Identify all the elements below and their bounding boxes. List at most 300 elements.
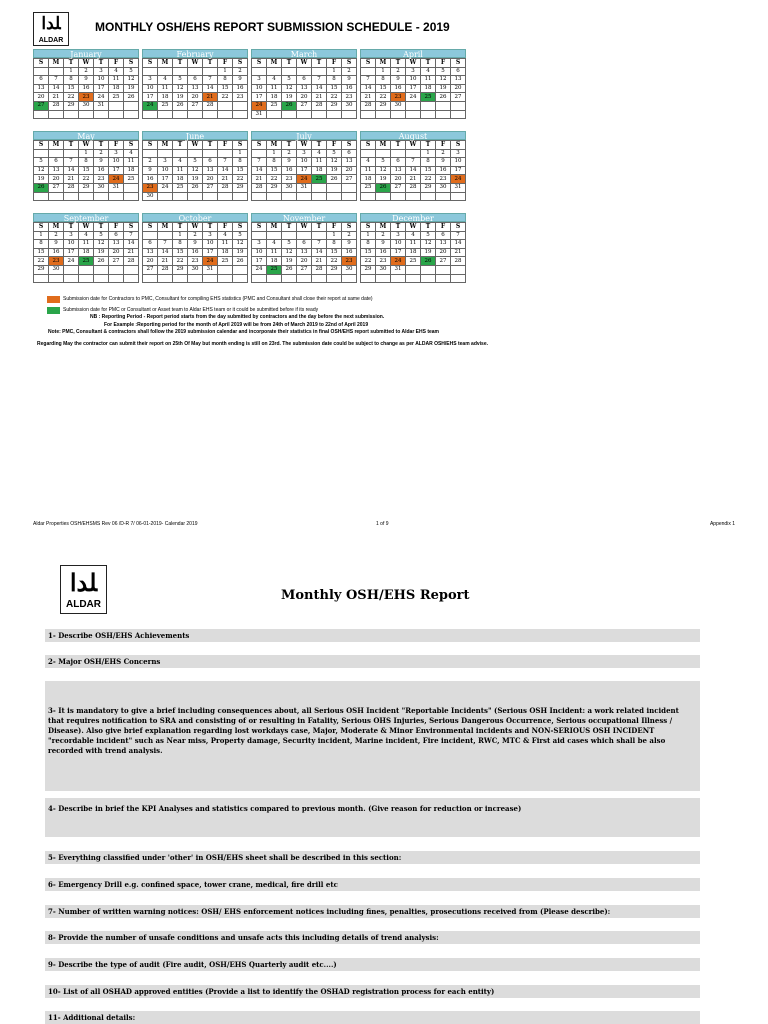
day-cell: 21 (312, 257, 327, 266)
day-cell (376, 110, 391, 119)
weekday-header: S (451, 223, 466, 232)
day-cell: 24 (109, 175, 124, 184)
day-cell: 22 (421, 175, 436, 184)
day-cell: 30 (342, 265, 357, 274)
day-cell: 1 (421, 149, 436, 158)
day-cell (376, 274, 391, 283)
day-cell: 15 (421, 166, 436, 175)
day-cell (312, 274, 327, 283)
day-cell (252, 274, 267, 283)
day-cell (406, 101, 421, 110)
day-cell: 26 (421, 257, 436, 266)
month-name: January (33, 49, 139, 58)
day-cell (451, 110, 466, 119)
day-cell (421, 101, 436, 110)
day-cell: 26 (173, 101, 188, 110)
day-cell: 19 (436, 84, 451, 93)
day-cell (173, 274, 188, 283)
day-cell: 25 (124, 175, 139, 184)
day-cell (252, 149, 267, 158)
day-cell: 9 (391, 76, 406, 85)
day-cell (312, 110, 327, 119)
day-cell (49, 67, 64, 76)
day-cell (218, 110, 233, 119)
weekday-header: F (218, 223, 233, 232)
day-cell: 30 (436, 183, 451, 192)
month-calendar (360, 213, 466, 283)
weekday-header: T (312, 59, 327, 68)
day-cell (64, 192, 79, 201)
weekday-header: S (124, 223, 139, 232)
day-cell: 22 (327, 93, 342, 102)
day-cell (252, 67, 267, 76)
day-cell: 14 (312, 84, 327, 93)
section-6: 6- Emergency Drill e.g. confined space, tower crane, medical, fire drill etc (45, 878, 700, 891)
day-cell (218, 192, 233, 201)
month-table (142, 140, 248, 201)
weekday-header: T (94, 223, 109, 232)
day-cell: 10 (406, 76, 421, 85)
day-cell: 3 (143, 76, 158, 85)
day-cell (282, 67, 297, 76)
day-cell (158, 192, 173, 201)
day-cell: 19 (282, 257, 297, 266)
day-cell (436, 192, 451, 201)
day-cell: 12 (327, 158, 342, 167)
weekday-header: S (143, 59, 158, 68)
day-cell: 16 (233, 84, 248, 93)
day-cell: 25 (312, 175, 327, 184)
day-cell: 1 (327, 231, 342, 240)
weekday-header: T (391, 59, 406, 68)
day-cell (158, 231, 173, 240)
day-cell: 3 (406, 67, 421, 76)
day-cell: 1 (267, 149, 282, 158)
day-cell: 2 (436, 149, 451, 158)
day-cell (406, 265, 421, 274)
day-cell: 9 (376, 240, 391, 249)
day-cell: 11 (218, 240, 233, 249)
weekday-header: S (361, 59, 376, 68)
day-cell: 17 (297, 166, 312, 175)
day-cell (267, 110, 282, 119)
day-cell (312, 192, 327, 201)
weekday-header: T (391, 141, 406, 150)
day-cell: 1 (327, 67, 342, 76)
day-cell (79, 274, 94, 283)
day-cell: 25 (361, 183, 376, 192)
weekday-header: M (376, 141, 391, 150)
day-cell (34, 67, 49, 76)
weekday-header: T (282, 59, 297, 68)
day-cell: 14 (361, 84, 376, 93)
weekday-header: T (203, 141, 218, 150)
day-cell: 4 (218, 231, 233, 240)
month-name: September (33, 213, 139, 222)
day-cell: 10 (109, 158, 124, 167)
day-cell (406, 110, 421, 119)
day-cell (64, 274, 79, 283)
month-calendar (142, 213, 248, 283)
day-cell: 15 (64, 84, 79, 93)
weekday-header: S (143, 141, 158, 150)
day-cell (143, 231, 158, 240)
day-cell: 11 (158, 84, 173, 93)
weekday-header: F (436, 59, 451, 68)
day-cell: 29 (327, 101, 342, 110)
day-cell: 6 (451, 67, 466, 76)
day-cell: 18 (158, 93, 173, 102)
day-cell: 17 (391, 248, 406, 257)
day-cell: 18 (421, 84, 436, 93)
day-cell: 8 (376, 76, 391, 85)
day-cell (173, 192, 188, 201)
day-cell: 27 (34, 101, 49, 110)
day-cell (451, 192, 466, 201)
weekday-header: S (233, 223, 248, 232)
day-cell (297, 274, 312, 283)
weekday-header: W (79, 59, 94, 68)
day-cell: 22 (173, 257, 188, 266)
logo-word: ALDAR (66, 599, 101, 610)
aldar-logo (33, 12, 69, 46)
day-cell: 15 (79, 166, 94, 175)
month-calendar (251, 213, 357, 283)
day-cell: 1 (173, 231, 188, 240)
section-9: 9- Describe the type of audit (Fire audit, OSH/EHS Quarterly audit etc....) (45, 958, 700, 971)
day-cell: 4 (109, 67, 124, 76)
section-7: 7- Number of written warning notices: OSH/ EHS enforcement notices including fines, penalties, prosecutions received from (Please describe): (45, 905, 700, 918)
day-cell: 30 (376, 265, 391, 274)
day-cell: 5 (282, 76, 297, 85)
weekday-header: W (79, 223, 94, 232)
day-cell: 25 (173, 183, 188, 192)
logo-word: ALDAR (38, 37, 64, 44)
day-cell: 19 (34, 175, 49, 184)
day-cell (342, 183, 357, 192)
day-cell (376, 149, 391, 158)
day-cell: 25 (158, 101, 173, 110)
day-cell (421, 274, 436, 283)
day-cell: 3 (94, 67, 109, 76)
day-cell: 16 (282, 166, 297, 175)
day-cell: 23 (233, 93, 248, 102)
month-calendar (33, 131, 139, 201)
day-cell: 22 (267, 175, 282, 184)
section-8: 8- Provide the number of unsafe conditions and unsafe acts this including details of trend analysis: (45, 931, 700, 944)
day-cell: 23 (436, 175, 451, 184)
day-cell: 20 (451, 84, 466, 93)
day-cell: 5 (327, 149, 342, 158)
day-cell: 18 (173, 175, 188, 184)
day-cell: 13 (203, 166, 218, 175)
day-cell: 19 (327, 166, 342, 175)
day-cell (312, 67, 327, 76)
day-cell (124, 110, 139, 119)
weekday-header: T (64, 223, 79, 232)
day-cell: 14 (64, 166, 79, 175)
day-cell: 17 (109, 166, 124, 175)
day-cell: 20 (297, 93, 312, 102)
day-cell (203, 149, 218, 158)
day-cell: 12 (94, 240, 109, 249)
day-cell (451, 265, 466, 274)
day-cell (143, 149, 158, 158)
day-cell: 27 (451, 93, 466, 102)
day-cell: 20 (391, 175, 406, 184)
day-cell: 20 (109, 248, 124, 257)
weekday-header: S (143, 223, 158, 232)
day-cell: 18 (361, 175, 376, 184)
day-cell (109, 192, 124, 201)
day-cell: 24 (143, 101, 158, 110)
nb-note: NB : Reporting Period - Report period starts from the day submitted by contractors and the day before the next submission. (90, 314, 385, 320)
weekday-header: F (218, 59, 233, 68)
may-note: Regarding May the contractor can submit their report on 25th Of May but month ending is still on 23rd. The submission date could be subject to change as per ALDAR OSH/EHS team advise. (37, 340, 488, 347)
day-cell: 14 (124, 240, 139, 249)
day-cell: 1 (218, 67, 233, 76)
day-cell: 13 (342, 158, 357, 167)
day-cell (158, 274, 173, 283)
day-cell: 21 (203, 93, 218, 102)
weekday-header: M (267, 223, 282, 232)
weekday-header: F (327, 59, 342, 68)
weekday-header: S (252, 223, 267, 232)
day-cell: 25 (267, 101, 282, 110)
day-cell: 3 (109, 149, 124, 158)
day-cell: 2 (376, 231, 391, 240)
day-cell: 2 (94, 149, 109, 158)
day-cell (64, 265, 79, 274)
day-cell: 29 (421, 183, 436, 192)
day-cell (233, 101, 248, 110)
day-cell: 23 (342, 257, 357, 266)
day-cell: 2 (188, 231, 203, 240)
day-cell (361, 274, 376, 283)
day-cell: 27 (143, 265, 158, 274)
day-cell: 29 (34, 265, 49, 274)
day-cell: 30 (282, 183, 297, 192)
day-cell: 12 (124, 76, 139, 85)
day-cell (267, 274, 282, 283)
weekday-header: T (173, 59, 188, 68)
weekday-header: M (267, 59, 282, 68)
weekday-header: W (188, 59, 203, 68)
weekday-header: M (158, 141, 173, 150)
day-cell: 9 (342, 76, 357, 85)
day-cell: 8 (267, 158, 282, 167)
day-cell: 10 (203, 240, 218, 249)
day-cell: 18 (267, 257, 282, 266)
month-calendar (142, 49, 248, 119)
day-cell: 22 (79, 175, 94, 184)
day-cell: 21 (218, 175, 233, 184)
day-cell: 4 (361, 158, 376, 167)
weekday-header: W (297, 141, 312, 150)
footer-left: Aldar Properties OSH/EHSMS Rev 06 /D-R 7/ 06-01-2019- Calendar 2019 (33, 521, 198, 527)
month-table (251, 140, 357, 201)
day-cell: 12 (282, 84, 297, 93)
day-cell: 20 (203, 175, 218, 184)
month-calendar (33, 213, 139, 283)
weekday-header: T (391, 223, 406, 232)
day-cell: 10 (297, 158, 312, 167)
weekday-header: S (124, 141, 139, 150)
day-cell (406, 149, 421, 158)
day-cell: 23 (49, 257, 64, 266)
day-cell: 17 (94, 84, 109, 93)
day-cell: 25 (218, 257, 233, 266)
legend (37, 296, 567, 348)
day-cell: 7 (361, 76, 376, 85)
day-cell: 28 (203, 101, 218, 110)
day-cell: 7 (49, 76, 64, 85)
day-cell: 3 (203, 231, 218, 240)
day-cell: 27 (109, 257, 124, 266)
day-cell: 30 (391, 101, 406, 110)
day-cell: 27 (297, 265, 312, 274)
day-cell (158, 149, 173, 158)
day-cell: 20 (188, 93, 203, 102)
weekday-header: S (34, 223, 49, 232)
day-cell: 24 (64, 257, 79, 266)
day-cell: 16 (342, 84, 357, 93)
weekday-header: M (376, 223, 391, 232)
weekday-header: S (233, 141, 248, 150)
day-cell: 13 (34, 84, 49, 93)
day-cell: 31 (94, 101, 109, 110)
day-cell: 14 (252, 166, 267, 175)
section-4: 4- Describe in brief the KPI Analyses and statistics compared to previous month. (Give reason for reduction or increase) (45, 798, 700, 837)
month-calendar (33, 49, 139, 119)
day-cell: 28 (158, 265, 173, 274)
weekday-header: F (327, 141, 342, 150)
day-cell: 31 (451, 183, 466, 192)
month-table (251, 58, 357, 119)
day-cell: 6 (297, 76, 312, 85)
day-cell: 5 (282, 240, 297, 249)
day-cell: 25 (406, 257, 421, 266)
day-cell: 19 (94, 248, 109, 257)
day-cell: 6 (203, 158, 218, 167)
month-name: June (142, 131, 248, 140)
day-cell: 16 (49, 248, 64, 257)
day-cell (158, 110, 173, 119)
day-cell: 1 (79, 149, 94, 158)
day-cell: 9 (436, 158, 451, 167)
day-cell: 30 (143, 192, 158, 201)
day-cell: 11 (406, 240, 421, 249)
day-cell: 3 (252, 76, 267, 85)
day-cell: 9 (342, 240, 357, 249)
day-cell: 14 (203, 84, 218, 93)
day-cell: 28 (312, 265, 327, 274)
day-cell: 7 (218, 158, 233, 167)
day-cell (421, 192, 436, 201)
weekday-header: S (451, 59, 466, 68)
day-cell (49, 192, 64, 201)
day-cell: 19 (282, 93, 297, 102)
day-cell (188, 274, 203, 283)
day-cell: 19 (188, 175, 203, 184)
day-cell: 27 (436, 257, 451, 266)
day-cell: 15 (218, 84, 233, 93)
day-cell: 2 (143, 158, 158, 167)
logo-mark: ﻠﺪا (41, 14, 61, 34)
day-cell (218, 101, 233, 110)
day-cell (124, 265, 139, 274)
day-cell: 6 (188, 76, 203, 85)
legend-green-text: Submission date for PMC or Consultant or Asset team to Aldar EHS team or it could be submitted before if its ready (63, 306, 319, 313)
month-table (33, 140, 139, 201)
day-cell: 16 (188, 248, 203, 257)
day-cell: 15 (233, 166, 248, 175)
day-cell: 11 (267, 84, 282, 93)
day-cell: 26 (94, 257, 109, 266)
day-cell: 8 (64, 76, 79, 85)
month-name: April (360, 49, 466, 58)
day-cell: 15 (34, 248, 49, 257)
month-table (360, 140, 466, 201)
page-footer (33, 521, 735, 529)
day-cell: 21 (361, 93, 376, 102)
month-name: March (251, 49, 357, 58)
day-cell: 16 (79, 84, 94, 93)
weekday-header: T (282, 223, 297, 232)
day-cell: 24 (252, 265, 267, 274)
example-note: For Example :Reporting period for the month of April 2019 will be from 24th of March 2019 to 22nd of April 2019 (104, 321, 369, 328)
day-cell: 21 (124, 248, 139, 257)
day-cell: 21 (158, 257, 173, 266)
day-cell (49, 149, 64, 158)
day-cell: 12 (436, 76, 451, 85)
day-cell: 23 (188, 257, 203, 266)
day-cell: 31 (109, 183, 124, 192)
day-cell: 31 (252, 110, 267, 119)
day-cell: 25 (79, 257, 94, 266)
day-cell: 15 (327, 84, 342, 93)
day-cell (188, 67, 203, 76)
day-cell: 26 (34, 183, 49, 192)
day-cell (173, 110, 188, 119)
day-cell: 13 (109, 240, 124, 249)
day-cell: 23 (282, 175, 297, 184)
day-cell: 23 (342, 93, 357, 102)
day-cell: 7 (203, 76, 218, 85)
day-cell: 5 (233, 231, 248, 240)
day-cell: 9 (233, 76, 248, 85)
day-cell: 10 (143, 84, 158, 93)
day-cell (218, 265, 233, 274)
day-cell: 20 (34, 93, 49, 102)
month-name: November (251, 213, 357, 222)
section-11: 11- Additional details: (45, 1011, 700, 1024)
day-cell (218, 274, 233, 283)
day-cell (188, 110, 203, 119)
legend-orange-text: Submission date for Contractors to PMC, Consultant for compiling EHS statistics (PMC and Consultant shall close their report at same date) (63, 296, 373, 302)
day-cell: 16 (391, 84, 406, 93)
day-cell (203, 192, 218, 201)
day-cell: 22 (233, 175, 248, 184)
day-cell: 5 (376, 158, 391, 167)
day-cell: 16 (143, 175, 158, 184)
day-cell: 7 (252, 158, 267, 167)
day-cell (109, 274, 124, 283)
day-cell (49, 110, 64, 119)
day-cell: 14 (406, 166, 421, 175)
day-cell (143, 274, 158, 283)
day-cell: 26 (282, 101, 297, 110)
